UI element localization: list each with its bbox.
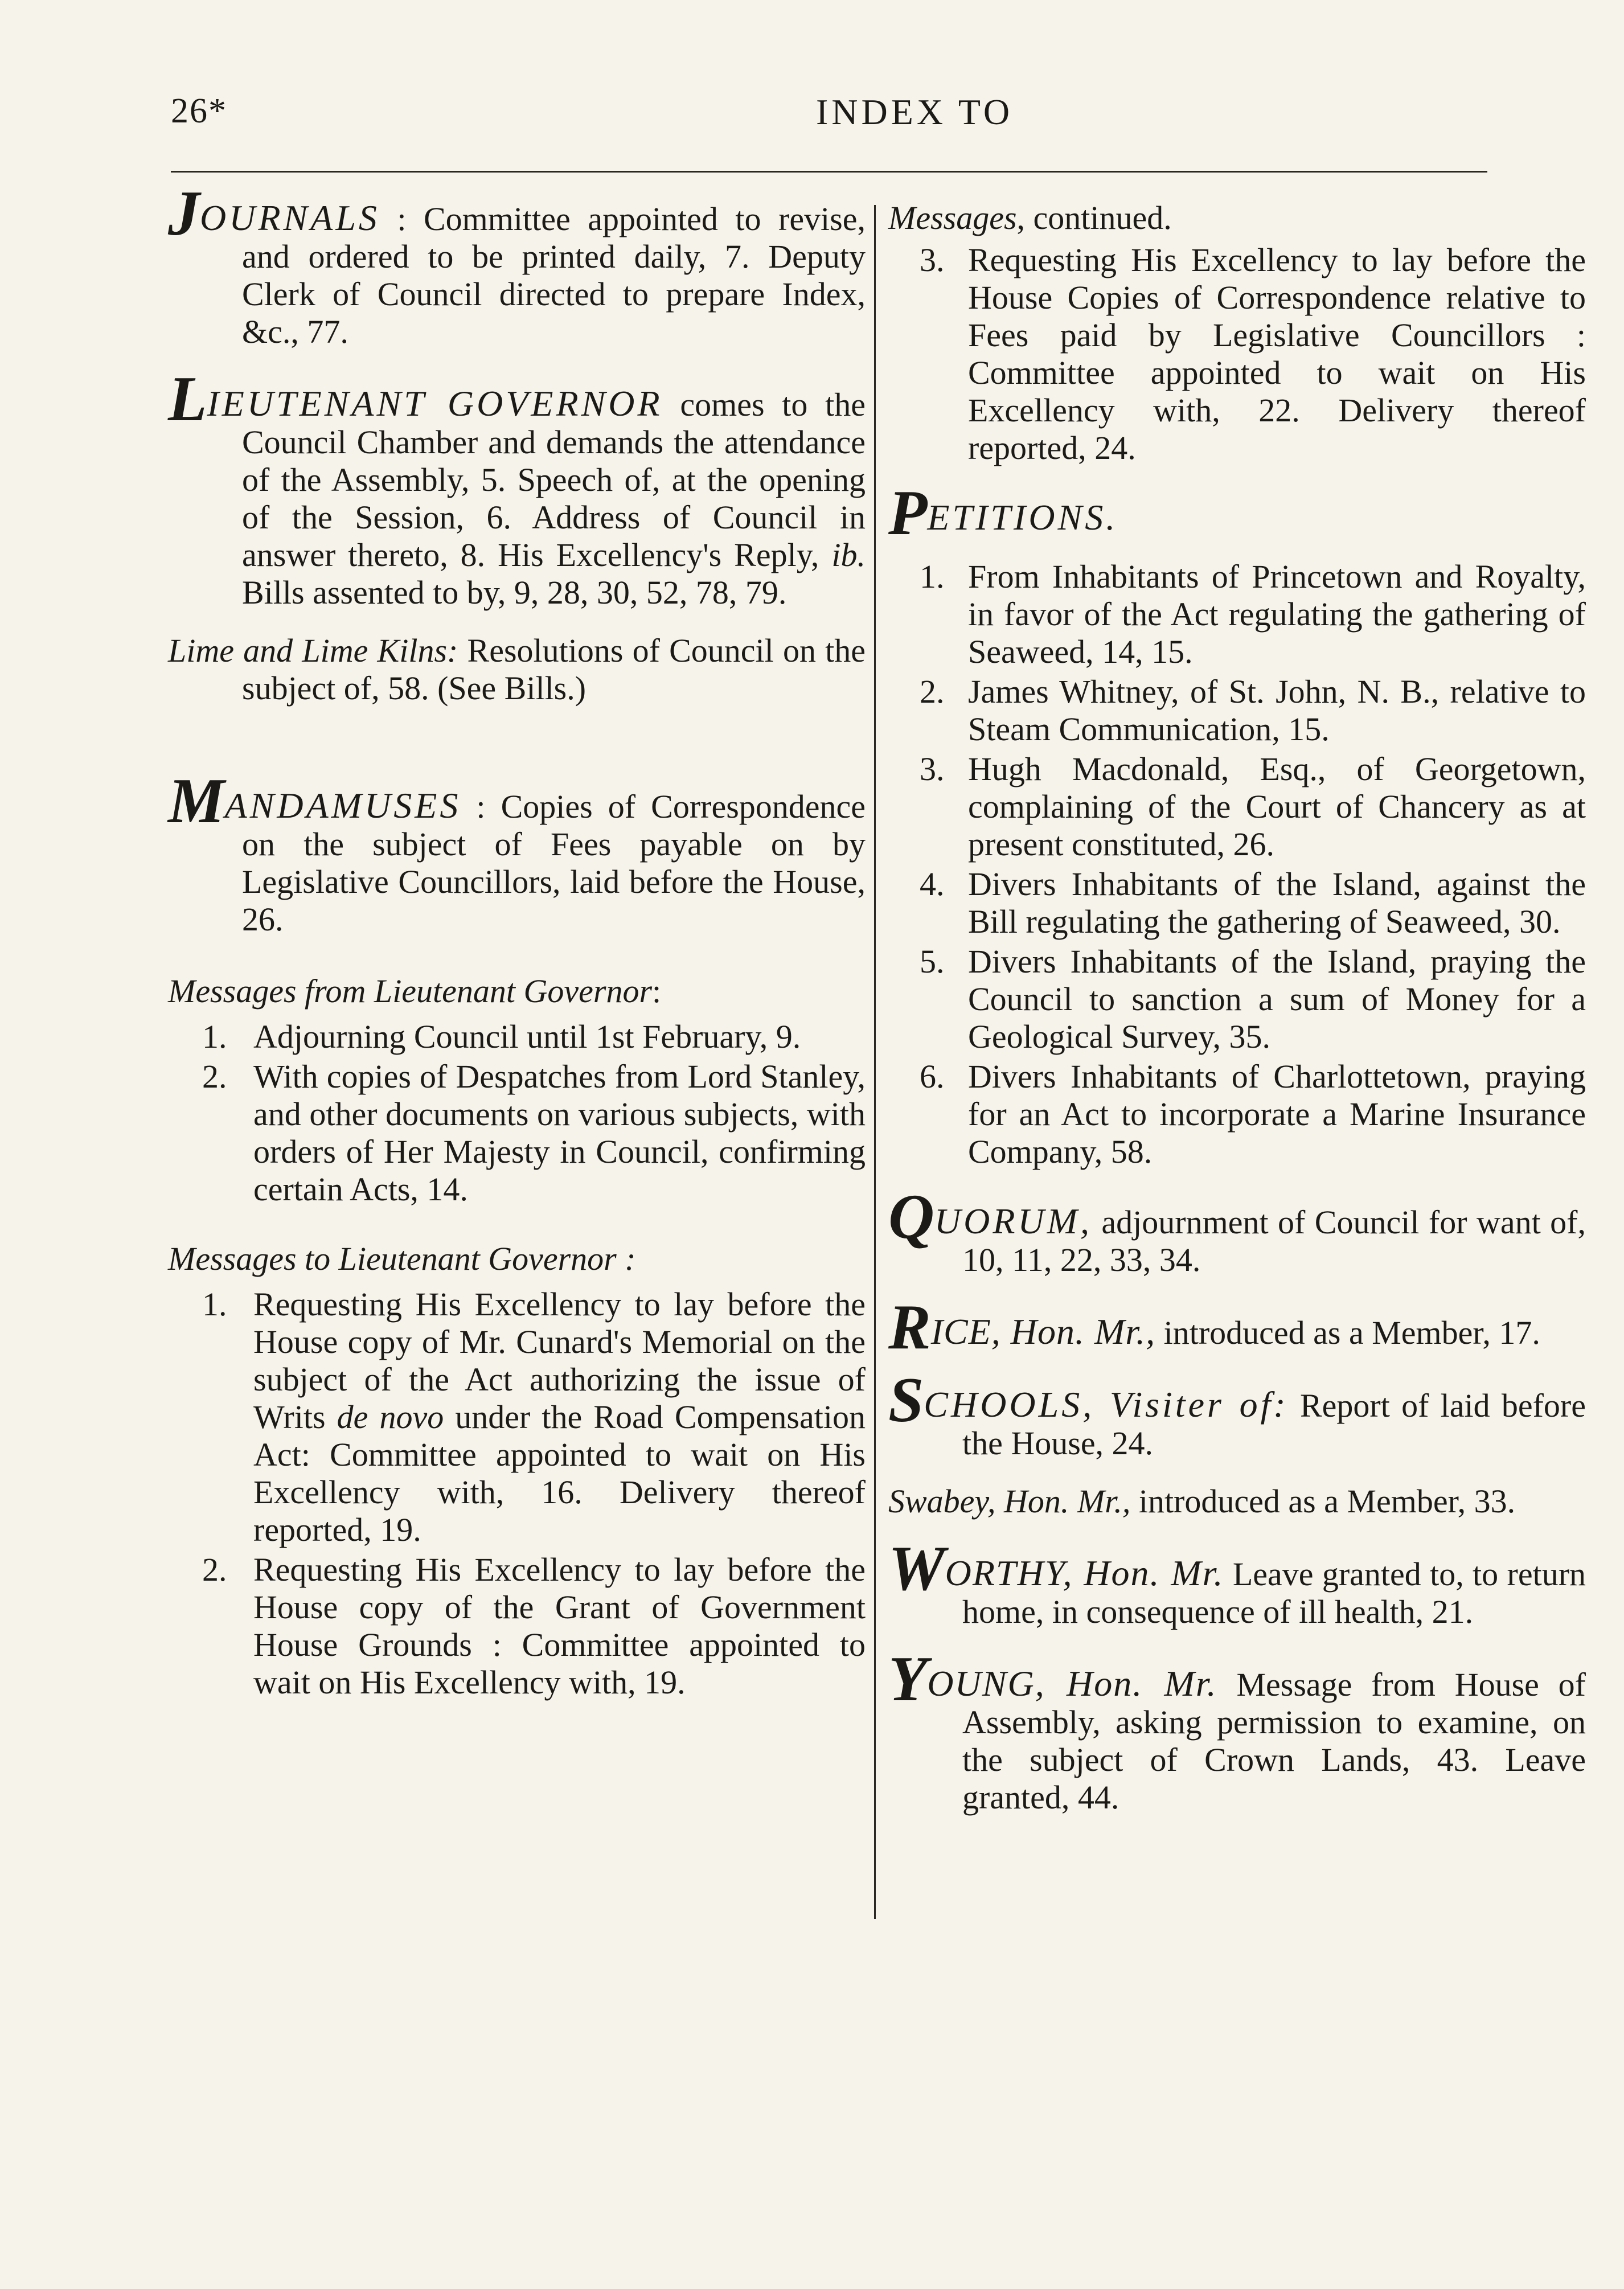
entry-heading: ORTHY, Hon. Mr.	[945, 1553, 1224, 1593]
messages-continued-heading: Messages, continued.	[888, 199, 1172, 236]
entry-young	[888, 1644, 1586, 1816]
list-item: 2. Requesting His Excellency to lay before the House copy of the Grant of Government House Grounds : Committee appointed to wait on His Excellency with, 19.	[202, 1551, 866, 1701]
messages-to-list	[168, 1286, 866, 1701]
entry-schools	[888, 1365, 1586, 1462]
left-column	[168, 178, 866, 1733]
entry-text: introduced as a Member, 17.	[1155, 1314, 1540, 1351]
entry-text: comes to the Council Chamber and demands the attendance of the Assembly, 5. Speech of, at the opening of the Session, 6. Address of Council in answer thereto, 8. His Excellency's Reply,	[242, 386, 866, 573]
entry-quorum	[888, 1182, 1586, 1279]
column-divider	[874, 205, 876, 1919]
running-title: INDEX TO	[815, 92, 1014, 132]
dropcap: W	[888, 1533, 945, 1604]
dropcap: P	[888, 478, 928, 548]
entry-journals	[168, 178, 866, 351]
dropcap: Q	[888, 1182, 934, 1252]
page-number: 26*	[171, 92, 227, 130]
messages-from-list	[168, 1018, 866, 1208]
entry-text: : Copies of Correspondence on the subject of Fees payable on by Legislative Councillors, laid before the House, 26.	[242, 788, 866, 938]
dropcap: R	[888, 1292, 931, 1363]
entry-heading: UORUM,	[934, 1201, 1092, 1241]
messages-to-heading: Messages to Lieutenant Governor :	[168, 1240, 636, 1277]
entry-heading: OUNG, Hon. Mr.	[927, 1663, 1217, 1704]
messages-continued-list	[888, 241, 1586, 467]
list-item: 2. With copies of Despatches from Lord Stanley, and other documents on various subjects, with orders of Her Majesty in Council, confirming certain Acts, 14.	[202, 1058, 866, 1208]
entry-heading: CHOOLS, Visiter of:	[924, 1384, 1289, 1425]
right-column	[888, 199, 1586, 1851]
entry-heading: Swabey, Hon. Mr.,	[888, 1483, 1131, 1520]
entry-text: introduced as a Member, 33.	[1130, 1483, 1516, 1520]
entry-heading: OURNALS	[200, 198, 380, 238]
petitions-list	[888, 558, 1586, 1171]
entry-lieutenant-governor	[168, 364, 866, 612]
ibid-abbrev: ib.	[831, 536, 866, 573]
dropcap: S	[888, 1365, 924, 1435]
entry-heading: ICE, Hon. Mr.,	[930, 1311, 1156, 1352]
running-head	[171, 91, 1487, 148]
entry-text: : Committee appointed to revise, and ordered to be printed daily, 7. Deputy Clerk of Council directed to prepare Index, &c., 77.	[242, 200, 866, 350]
entry-heading: ANDAMUSES	[224, 785, 461, 826]
entry-rice	[888, 1292, 1586, 1363]
entry-text: Leave granted to, to return home, in consequence of ill health, 21.	[962, 1556, 1586, 1630]
list-item: 1. Adjourning Council until 1st February, 9.	[202, 1018, 801, 1055]
entry-swabey	[888, 1483, 1586, 1520]
entry-heading: ETITIONS.	[927, 497, 1118, 538]
list-item: 3. Requesting His Excellency to lay before the House Copies of Correspondence relative to Fees paid by Legislative Councillors : Committee appointed to wait on His Excellency with, 22. Delivery thereof reported, 24.	[920, 241, 1586, 466]
list-item: 5. Divers Inhabitants of the Island, praying the Council to sanction a sum of Money for a Geological Survey, 35.	[920, 943, 1586, 1055]
list-item: 1. From Inhabitants of Princetown and Royalty, in favor of the Act regulating the gathering of Seaweed, 14, 15.	[920, 558, 1586, 670]
list-item: 6. Divers Inhabitants of Charlottetown, praying for an Act to incorporate a Marine Insurance Company, 58.	[920, 1058, 1586, 1170]
entry-petitions	[888, 478, 1586, 548]
entry-mandamuses	[168, 766, 866, 938]
entry-heading: IEUTENANT GOVERNOR	[207, 383, 663, 424]
entry-text: Bills assented to by, 9, 28, 30, 52, 78, 79.	[242, 574, 787, 611]
entry-text: Message from House of Assembly, asking permission to examine, on the subject of Crown Lands, 43. Leave granted, 44.	[962, 1666, 1586, 1816]
entry-worthy	[888, 1533, 1586, 1631]
entry-text: adjournment of Council for want of, 10, 11, 22, 33, 34.	[962, 1204, 1586, 1278]
messages-from-heading: Messages from Lieutenant Governor:	[168, 973, 662, 1010]
list-item: 4. Divers Inhabitants of the Island, against the Bill regulating the gathering of Seaweed, 30.	[920, 865, 1586, 940]
entry-text: Resolutions of Council on the subject of, 58. (See Bills.)	[242, 632, 866, 707]
dropcap: M	[168, 766, 225, 836]
header-rule	[171, 171, 1487, 173]
dropcap: J	[168, 178, 200, 249]
dropcap: Y	[888, 1644, 928, 1714]
dropcap: L	[168, 364, 207, 434]
entry-text: Report of laid before the House, 24.	[962, 1387, 1586, 1462]
list-item: 3. Hugh Macdonald, Esq., of Georgetown, complaining of the Court of Chancery as at present constituted, 26.	[920, 750, 1586, 863]
list-item: 1. Requesting His Excellency to lay before the House copy of Mr. Cunard's Memorial on the subject of the Act authorizing the issue of Writs de novo under the Road Compensation Act: Committee appointed to wait on His Excellency with, 16. Delivery thereof reported, 19.	[202, 1286, 866, 1548]
entry-heading: Lime and Lime Kilns:	[168, 632, 458, 669]
entry-lime	[168, 632, 866, 707]
list-item: 2. James Whitney, of St. John, N. B., relative to Steam Communication, 15.	[920, 673, 1586, 748]
